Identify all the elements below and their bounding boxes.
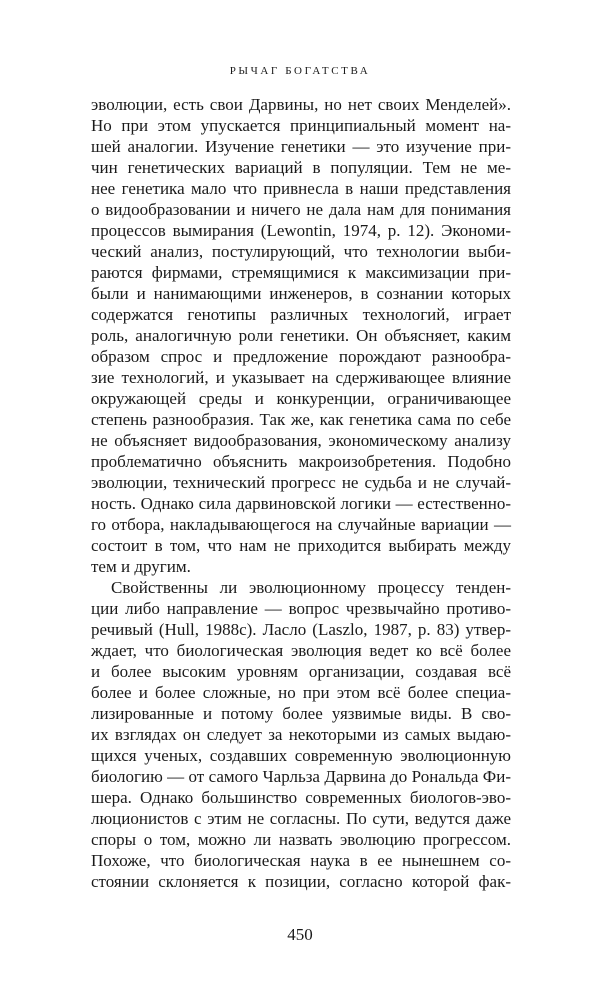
text-line: роль, аналогичную роли генетики. Он объясняет, каким bbox=[91, 326, 511, 345]
text-line: шей аналогии. Изучение генетики — это изучение при- bbox=[91, 137, 511, 156]
text-line: процессов вымирания (Lewontin, 1974, p. 12). Экономи- bbox=[91, 221, 511, 240]
text-line: были и нанимающими инженеров, в сознании которых bbox=[91, 284, 511, 303]
text-line: ждает, что биологическая эволюция ведет ко всё более bbox=[91, 641, 511, 660]
text-line: го отбора, накладывающегося на случайные вариации — bbox=[91, 515, 511, 534]
text-line: содержатся генотипы различных технологий, играет bbox=[91, 305, 511, 324]
text-line: более и более сложные, но при этом всё более специа- bbox=[91, 683, 511, 702]
running-header: РЫЧАГ БОГАТСТВА bbox=[229, 65, 371, 77]
text-line: окружающей среды и конкуренции, ограничивающее bbox=[91, 389, 511, 408]
text-line: ции либо направление — вопрос чрезвычайно противо- bbox=[91, 599, 511, 618]
text-line: эволюции, есть свои Дарвины, но нет своих Менделей». bbox=[91, 95, 511, 114]
text-line: биологию — от самого Чарльза Дарвина до Рональда Фи- bbox=[91, 767, 511, 786]
text-line: чин генетических вариаций в популяции. Тем не ме- bbox=[91, 158, 511, 177]
text-line: Но при этом упускается принципиальный момент на- bbox=[91, 116, 511, 135]
text-line: эволюции, технический прогресс не судьба и не случай- bbox=[91, 473, 511, 492]
text-line: Свойственны ли эволюционному процессу тенден- bbox=[111, 578, 511, 597]
text-line: нее генетика мало что привнесла в наши представления bbox=[91, 179, 511, 198]
text-line: шера. Однако большинство современных биологов-эво- bbox=[91, 788, 511, 807]
text-line: Похоже, что биологическая наука в ее нынешнем со- bbox=[91, 851, 511, 870]
text-line: люционистов с этим не согласны. По сути, ведутся даже bbox=[91, 809, 511, 828]
text-line: речивый (Hull, 1988c). Ласло (Laszlo, 1987, p. 83) утвер- bbox=[91, 620, 511, 639]
text-line: стоянии склоняется к позиции, согласно которой фак- bbox=[91, 872, 511, 891]
text-line: ность. Однако сила дарвиновской логики — естественно- bbox=[91, 494, 511, 513]
body-text bbox=[91, 94, 511, 892]
text-line: щихся ученых, создавших современную эволюционную bbox=[91, 746, 511, 765]
text-line: образом спрос и предложение порождают разнообра- bbox=[91, 347, 511, 366]
text-line: и более высоким уровням организации, создавая всё bbox=[91, 662, 511, 681]
page-number: 450 bbox=[287, 925, 313, 944]
text-line: не объясняет видообразования, экономическому анализу bbox=[91, 431, 511, 450]
text-line: состоит в том, что нам не приходится выбирать между bbox=[91, 536, 511, 555]
text-line: тем и другим. bbox=[91, 557, 191, 576]
text-line: их взглядах он следует за некоторыми из самых выдаю- bbox=[91, 725, 511, 744]
text-line: степень разнообразия. Так же, как генетика сама по себе bbox=[91, 410, 511, 429]
text-line: споры о том, можно ли назвать эволюцию прогрессом. bbox=[91, 830, 511, 849]
text-line: о видообразовании и ничего не дала нам для понимания bbox=[91, 200, 511, 219]
text-line: раются фирмами, стремящимися к максимизации при- bbox=[91, 263, 511, 282]
text-line: проблематично объяснить макроизобретения. Подобно bbox=[91, 452, 511, 471]
text-line: лизированные и потому более уязвимые виды. В сво- bbox=[91, 704, 511, 723]
text-line: ческий анализ, постулирующий, что технологии выби- bbox=[91, 242, 511, 261]
text-line: зие технологий, и указывает на сдерживающее влияние bbox=[91, 368, 511, 387]
